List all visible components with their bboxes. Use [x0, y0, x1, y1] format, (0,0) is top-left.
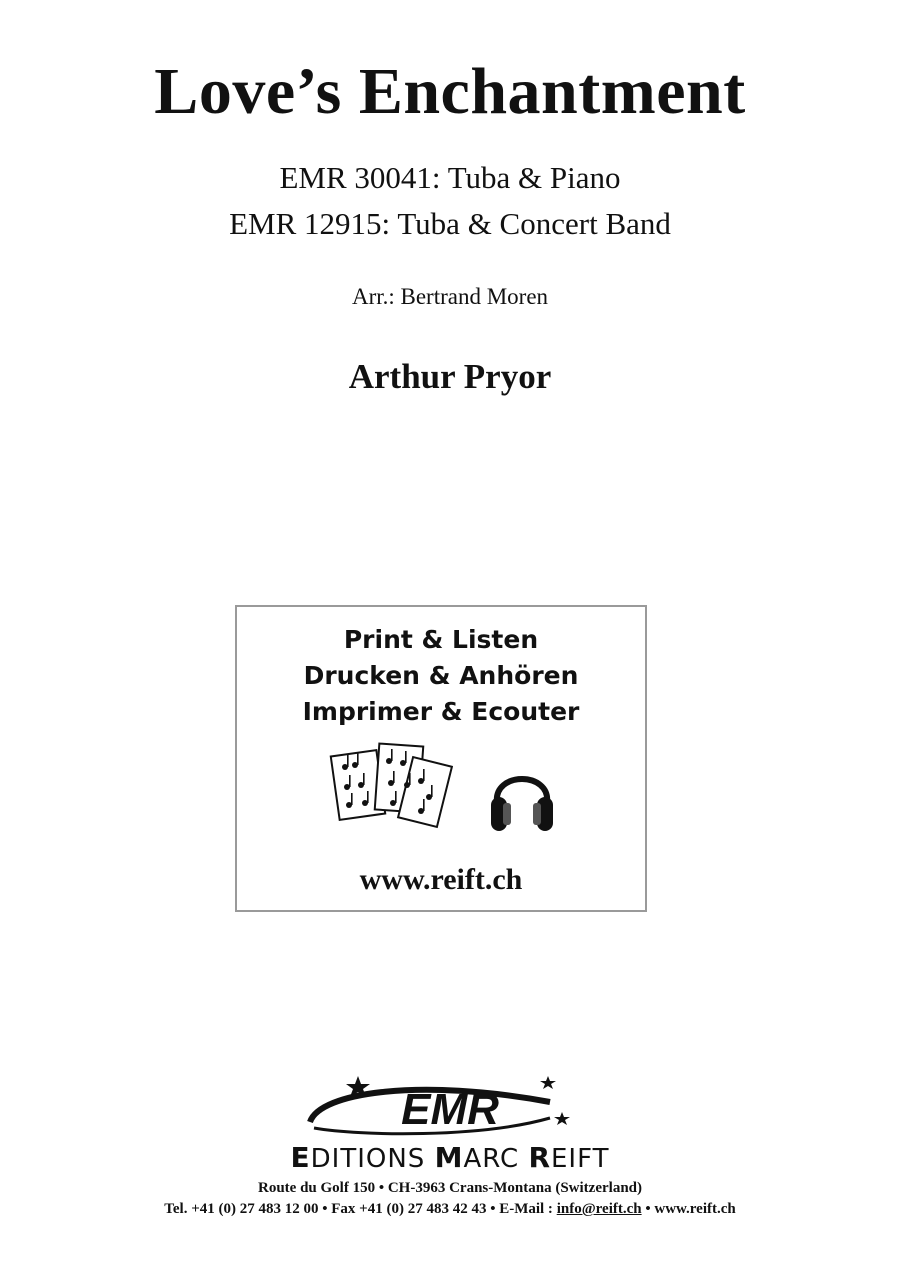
arranger-credit: Arr.: Bertrand Moren	[351, 284, 549, 309]
email-link[interactable]: info@reift.ch	[556, 1201, 642, 1217]
edition-piano: EMR 30041: Tuba & Piano	[279, 160, 621, 195]
publisher-contact: Tel. +41 (0) 27 483 12 00 • Fax +41 (0) 27 483 42 43 • E-Mail : info@reift.ch • www.reift.ch	[164, 1201, 736, 1217]
publisher-address: Route du Golf 150 • CH-3963 Crans-Montana (Switzerland)	[258, 1180, 642, 1196]
print-listen-box	[235, 605, 647, 912]
promo-line-french: Imprimer & Ecouter	[302, 697, 580, 726]
headphones-icon	[487, 757, 557, 837]
logo-text: EMR	[401, 1085, 499, 1134]
promo-line-english: Print & Listen	[343, 625, 539, 654]
composer-name: Arthur Pryor	[348, 357, 552, 396]
promo-line-german: Drucken & Anhören	[303, 661, 579, 690]
emr-logo	[300, 1072, 580, 1142]
sheet-music-icon	[329, 739, 453, 835]
page-title: Love’s Enchantment	[154, 55, 746, 128]
publisher-name: EDITIONS MARC REIFT	[290, 1141, 610, 1174]
website-link[interactable]: www.reift.ch	[359, 863, 523, 896]
edition-band: EMR 12915: Tuba & Concert Band	[229, 206, 671, 241]
